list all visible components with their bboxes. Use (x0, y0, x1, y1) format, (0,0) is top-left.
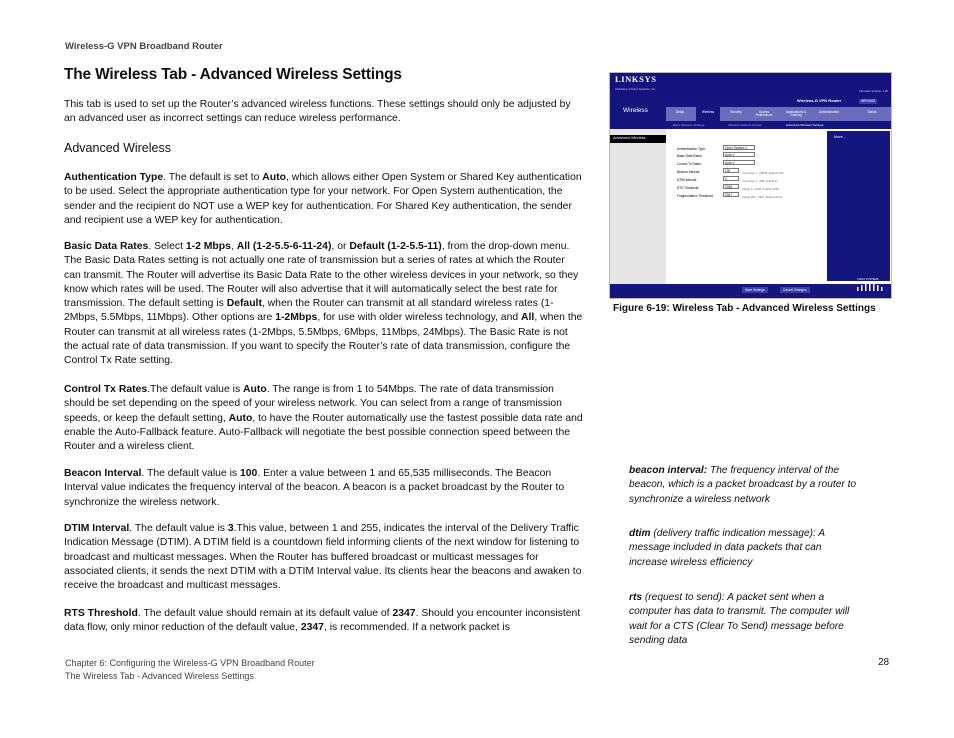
page-number: 28 (878, 657, 890, 668)
dtim-hint: ms (range 1 - 255, default 3) (742, 179, 778, 183)
cisco-brand: CISCO SYSTEMS (857, 278, 879, 281)
model-number: WRV54G (861, 99, 876, 103)
rts-threshold-paragraph: RTS Threshold. The default value should remain at its default value of 2347. Should you encounter inconsistent data flow, only minor reduction of the default value, 2347, is recommended. If a network packet is (64, 608, 581, 634)
tab-wireless[interactable]: Wireless (696, 107, 720, 121)
save-settings-button[interactable]: Save Settings (742, 287, 768, 293)
tab-security[interactable]: Security (730, 110, 742, 114)
fragmentation-input[interactable]: 2347 (723, 192, 739, 197)
router-screenshot-figure (609, 72, 892, 299)
field-label-auth-type: Authentication Type: (677, 147, 706, 151)
left-column (610, 129, 666, 298)
help-panel (827, 131, 890, 281)
control-tx-select[interactable]: Auto ▾ (723, 160, 755, 165)
cisco-bars-icon (856, 282, 886, 291)
sidenote-beacon: beacon interval: The frequency interval of the beacon, which is a packet broadcast by a router to synchronize a wireless network (629, 465, 857, 505)
basic-data-rates-paragraph: Basic Data Rates. Select 1-2 Mbps, All (1-2-5.5-6-11-24), or Default (1-2-5.5-11), from the drop-down menu. The Basic Data Rates setting is not actually one rate of transmission but a series of rates at which the Router can transmit. The Router will advertise its Basic Data Rate to the other wireless devices in your network, so they know which rates will be used. The Router will also advertise that it will automatically select the best rate for transmission. The default setting is Default, when the Router can transmit at all standard wireless rates (1-2Mbps, 5.5Mbps, 11Mbps). Other options are 1-2Mbps, for use with older wireless technology, and All, when the Router can transmit at all wireless rates (1-2Mbps, 5.5Mbps, 6Mbps, 11Mbps, 24Mbps). The Basic Rate is not the actual rate of data transmission. If you want to specify the Router’s rate of data transmission, configure the Control Tx Rate setting. (64, 241, 583, 367)
intro-paragraph: This tab is used to set up the Router’s advanced wireless functions. These settings should only be adjusted by an advanced user as incorrect settings can reduce wireless performance. (64, 99, 571, 125)
page-title: The Wireless Tab - Advanced Wireless Settings (64, 66, 402, 83)
running-header: Wireless-G VPN Broadband Router (65, 41, 223, 52)
product-bar (666, 95, 891, 107)
tab-administration[interactable]: Administration (818, 110, 840, 114)
beacon-interval-paragraph: Beacon Interval. The default value is 100. Enter a value between 1 and 65,535 milliseconds. The Beacon Interval value indicates the frequency interval of the beacon. A beacon is a packet broadcast by the Router to synchronize the wireless network. (64, 468, 565, 508)
rts-hint: (range 0 - 2346, default 2346) (742, 187, 780, 191)
help-more-link[interactable]: More... (834, 135, 846, 139)
figure-caption: Figure 6-19: Wireless Tab - Advanced Wireless Settings (613, 303, 876, 314)
linksys-logo: LINKSYS (615, 74, 657, 84)
subtab-basic-wireless[interactable]: Basic Wireless Settings (673, 123, 705, 127)
field-label-beacon: Beacon Interval: (677, 170, 701, 174)
tab-access-restrictions[interactable]: Access Restrictions (755, 110, 773, 118)
footer-section: The Wireless Tab - Advanced Wireless Settings (65, 670, 254, 681)
page-footer (65, 657, 315, 682)
field-label-dtim: DTIM Interval: (677, 178, 698, 182)
field-label-rts: RTS Threshold: (677, 186, 700, 190)
logo-subtitle: A Division of Cisco Systems, Inc. (615, 87, 656, 91)
dtim-input[interactable]: 3 (723, 176, 739, 181)
control-tx-paragraph: Control Tx Rates.The default value is Auto. The range is from 1 to 54Mbps. The rate of data transmission should be set depending on the speed of your wireless network. You can select from a range of transmission speeds, or keep the default setting, Auto, to have the Router automatically use the fastest possible data rate and enable the Auto-Fallback feature. Auto-Fallback will negotiate the best possible connection speed between the Router and a wireless client. (64, 384, 583, 453)
product-name: Wireless-G VPN Router (797, 98, 842, 103)
basic-rates-select[interactable]: Auto ▾ (723, 152, 755, 157)
field-label-fragmentation: Fragmentation Threshold: (677, 194, 714, 198)
auth-type-select[interactable]: Open System ▾ (723, 145, 755, 150)
sidenote-dtim: dtim (delivery traffic indication message): A message included in data packets that can increase wireless efficiency (629, 528, 825, 568)
rts-input[interactable]: 2346 (723, 184, 739, 189)
tab-applications-gaming[interactable]: Applications & Gaming (785, 110, 807, 118)
firmware-version: Firmware Version: 1.00 (859, 89, 888, 93)
subtab-network-access[interactable]: Wireless Network Access (728, 123, 762, 127)
section-title: Wireless (623, 107, 648, 114)
field-label-control-tx: Control Tx Rates: (677, 162, 702, 166)
tab-status[interactable]: Status (867, 110, 877, 114)
footer-chapter: Chapter 6: Configuring the Wireless-G VPN Broadband Router (65, 658, 315, 668)
auth-type-paragraph: Authentication Type. The default is set to Auto, which allows either Open System or Shared Key authentication to be used. Select the appropriate authentication type for your network. For Open System authentication, the sender and the recipient do NOT use a WEP key for authentication. For Shared Key authentication, the sender and recipient use a WEP key for authentication. (64, 172, 582, 226)
beacon-hint: ms (range 1 - 65535, default 100) (742, 171, 784, 175)
beacon-input[interactable]: 100 (723, 168, 739, 173)
sidenote-rts: rts (request to send): A packet sent when a computer has data to transmit. The computer will wait for a CTS (Clear To Send) message before sending data (629, 592, 850, 646)
field-label-basic-rates: Basic Data Rates: (677, 154, 703, 158)
cancel-changes-button[interactable]: Cancel Changes (780, 287, 810, 293)
tab-setup[interactable]: Setup (675, 110, 685, 114)
fragmentation-hint: (range 256 - 2347, default 2347) (742, 195, 783, 199)
subtab-advanced-wireless[interactable]: Advanced Wireless Settings (786, 123, 824, 127)
dtim-interval-paragraph: DTIM Interval. The default value is 3.This value, between 1 and 255, indicates the interval of the Delivery Traffic Indication Message (DTIM). A DTIM field is a countdown field informing clients of the next window for listening to broadcast and multicast messages. When the Router has buffered broadcast or multicast messages for associated clients, it sends the next DTIM with a DTIM Interval value. Its clients hear the beacons and awaken to receive the broadcast and multicast messages. (64, 523, 582, 592)
left-section-label: Advanced Wireless (613, 136, 646, 140)
section-subheading: Advanced Wireless (64, 141, 171, 155)
